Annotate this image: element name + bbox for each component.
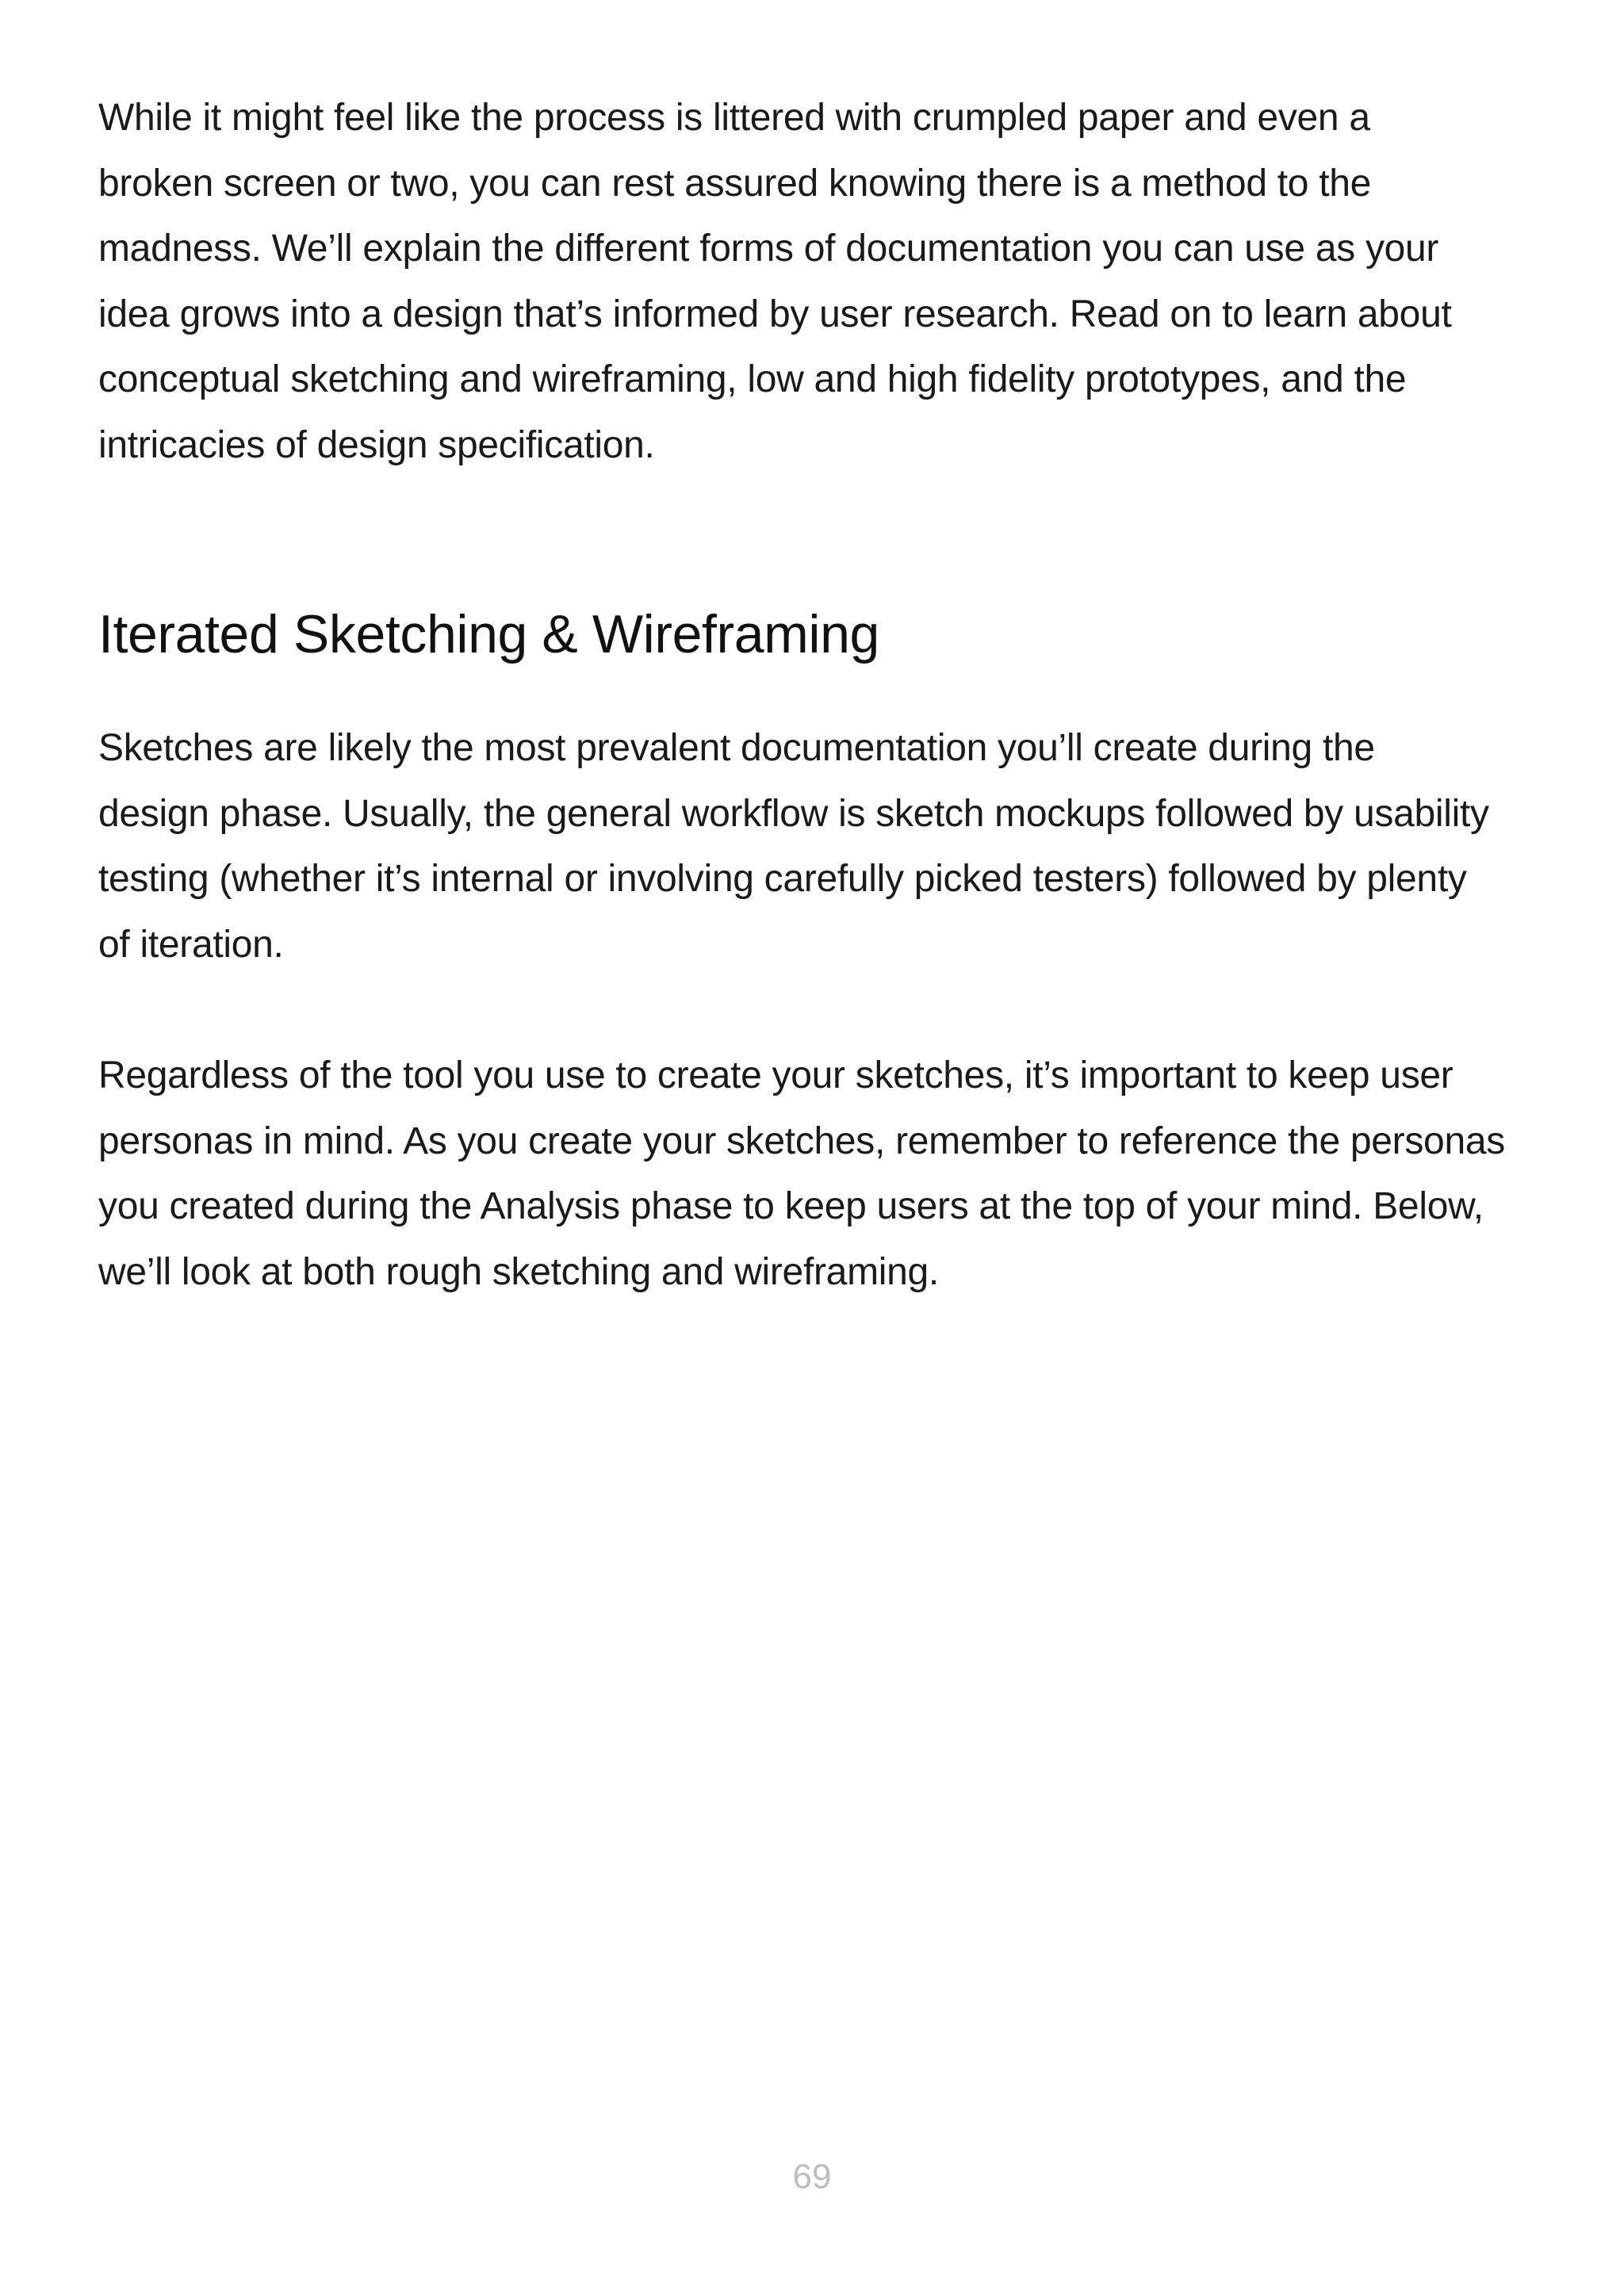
text-line: design phase. Usually, the general workflow is sketch mockups followed by usability xyxy=(98,792,1489,835)
section-heading: Iterated Sketching & Wireframing xyxy=(98,604,879,664)
personas-paragraph xyxy=(98,1043,1542,1305)
text-line: broken screen or two, you can rest assured knowing there is a method to the xyxy=(98,162,1372,205)
sketches-paragraph xyxy=(98,716,1542,978)
text-line: conceptual sketching and wireframing, low and high fidelity prototypes, and the xyxy=(98,358,1407,400)
text-line: madness. We’ll explain the different forms of documentation you can use as your xyxy=(98,228,1439,270)
text-line: you created during the Analysis phase to keep users at the top of your mind. Below, xyxy=(98,1185,1484,1227)
text-line: testing (whether it’s internal or involving carefully picked testers) followed by plenty xyxy=(98,858,1467,900)
text-line: Sketches are likely the most prevalent documentation you’ll create during the xyxy=(98,727,1375,769)
text-line: intricacies of design specification. xyxy=(98,423,655,466)
text-line: idea grows into a design that’s informed by user research. Read on to learn about xyxy=(98,293,1452,335)
text-line: While it might feel like the process is littered with crumpled paper and even a xyxy=(98,97,1370,139)
intro-paragraph xyxy=(98,86,1542,478)
text-line: of iteration. xyxy=(98,923,284,966)
page-number: 69 xyxy=(792,2157,832,2196)
text-line: personas in mind. As you create your sketches, remember to reference the personas xyxy=(98,1119,1505,1162)
text-line: Regardless of the tool you use to create your sketches, it’s important to keep user xyxy=(98,1054,1454,1096)
text-line: we’ll look at both rough sketching and wireframing. xyxy=(98,1250,939,1293)
